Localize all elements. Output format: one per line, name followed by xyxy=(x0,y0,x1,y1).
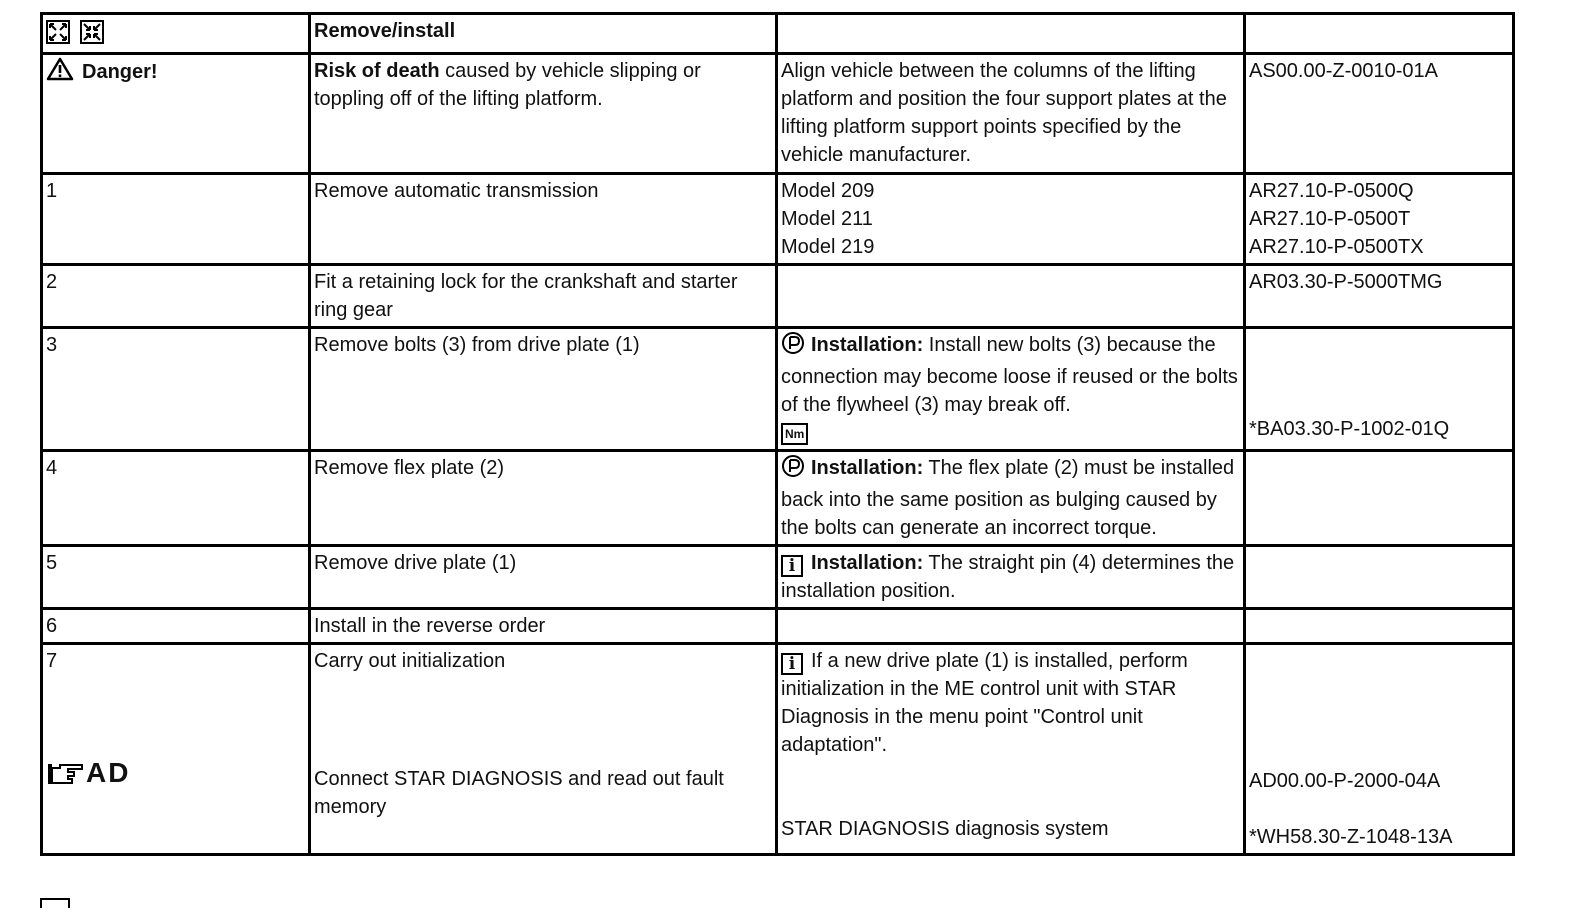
installation-note xyxy=(777,328,1245,451)
table-row xyxy=(42,451,1514,546)
step-number: 4 xyxy=(42,451,310,546)
danger-risk-cell xyxy=(310,54,777,174)
step-action: Remove flex plate (2) xyxy=(310,451,777,546)
danger-ref[interactable]: AS00.00-Z-0010-01A xyxy=(1245,54,1514,174)
collapse-icon[interactable] xyxy=(80,20,104,44)
installation-note xyxy=(777,546,1245,609)
step-action-cell xyxy=(310,644,777,855)
model-list xyxy=(777,174,1245,265)
ad-label: AD xyxy=(86,757,131,788)
ref-list xyxy=(1245,174,1514,265)
procedure-table xyxy=(40,12,1515,856)
info-text: If a new drive plate (1) is installed, perform initialization in the ME control unit with STAR Diagnosis in the menu point "Control unit adaptation". xyxy=(781,650,1188,756)
installation-note-icon xyxy=(781,331,805,363)
step-cell xyxy=(42,644,310,855)
step-number: 6 xyxy=(42,609,310,644)
table-row xyxy=(42,644,1514,855)
ref-cell xyxy=(1245,328,1514,451)
page-title: Remove/install xyxy=(310,14,777,54)
step-action: Install in the reverse order xyxy=(310,609,777,644)
ref-cell xyxy=(1245,644,1514,855)
info-icon: i xyxy=(781,653,803,675)
step-action: Fit a retaining lock for the crankshaft and starter ring gear xyxy=(310,265,777,328)
step-number: 5 xyxy=(42,546,310,609)
info-note xyxy=(777,644,1245,855)
doc-ref[interactable]: AR03.30-P-5000TMG xyxy=(1245,265,1514,328)
danger-row xyxy=(42,54,1514,174)
header-empty-cell xyxy=(777,14,1245,54)
header-icons-cell xyxy=(42,14,310,54)
step-action: Remove automatic transmission xyxy=(310,174,777,265)
model-item: Model 209 xyxy=(781,180,875,202)
doc-ref[interactable]: *WH58.30-Z-1048-13A xyxy=(1249,826,1453,848)
danger-cell xyxy=(42,54,310,174)
note-label: Installation: xyxy=(811,457,924,479)
step-action: Carry out initialization xyxy=(314,650,506,672)
page-footer-mark xyxy=(40,898,70,908)
step-number: 7 xyxy=(46,650,58,672)
step-number: 3 xyxy=(42,328,310,451)
installation-note-icon xyxy=(781,454,805,486)
header-row xyxy=(42,14,1514,54)
table-row xyxy=(42,265,1514,328)
step-action: Remove drive plate (1) xyxy=(310,546,777,609)
empty-cell xyxy=(1245,609,1514,644)
empty-cell xyxy=(777,265,1245,328)
header-empty-cell xyxy=(1245,14,1514,54)
info-icon: i xyxy=(781,555,803,577)
torque-nm-icon[interactable]: Nm xyxy=(781,423,808,445)
table-row xyxy=(42,328,1514,451)
doc-ref[interactable]: AR27.10-P-0500TX xyxy=(1249,236,1424,258)
note-label: Installation: xyxy=(811,334,924,356)
pointing-hand-icon xyxy=(46,760,86,786)
step-number: 1 xyxy=(42,174,310,265)
danger-instruction: Align vehicle between the columns of the lifting platform and position the four support plates at the lifting platform support points specified by the vehicle manufacturer. xyxy=(777,54,1245,174)
table-row xyxy=(42,546,1514,609)
model-item: Model 219 xyxy=(781,236,875,258)
model-item: Model 211 xyxy=(781,208,873,230)
note-label: Installation: xyxy=(811,552,924,574)
warning-triangle-icon xyxy=(46,57,74,89)
tool-text: STAR DIAGNOSIS diagnosis system xyxy=(781,818,1109,840)
empty-cell xyxy=(1245,546,1514,609)
danger-label: Danger! xyxy=(82,61,158,83)
table-row xyxy=(42,174,1514,265)
doc-ref[interactable]: AR27.10-P-0500Q xyxy=(1249,180,1414,202)
note-text: Install new bolts (3) because the connection may become loose if reused or the bolts of the flywheel (3) may break off. xyxy=(781,334,1238,416)
ad-action: Connect STAR DIAGNOSIS and read out fault memory xyxy=(314,768,724,818)
ad-marker xyxy=(46,759,130,787)
empty-cell xyxy=(1245,451,1514,546)
danger-risk-text: caused by vehicle slipping or toppling off of the lifting platform. xyxy=(314,60,701,110)
step-action: Remove bolts (3) from drive plate (1) xyxy=(310,328,777,451)
danger-risk-bold: Risk of death xyxy=(314,60,440,82)
doc-ref[interactable]: AR27.10-P-0500T xyxy=(1249,208,1411,230)
note-text: The flex plate (2) must be installed back into the same position as bulging caused by the bolts can generate an incorrect torque. xyxy=(781,457,1235,539)
step-number: 2 xyxy=(42,265,310,328)
doc-ref[interactable]: AD00.00-P-2000-04A xyxy=(1249,770,1441,792)
empty-cell xyxy=(777,609,1245,644)
table-row xyxy=(42,609,1514,644)
note-text: The straight pin (4) determines the installation position. xyxy=(781,552,1235,602)
installation-note xyxy=(777,451,1245,546)
doc-ref[interactable]: *BA03.30-P-1002-01Q xyxy=(1249,418,1450,440)
expand-icon[interactable] xyxy=(46,20,70,44)
